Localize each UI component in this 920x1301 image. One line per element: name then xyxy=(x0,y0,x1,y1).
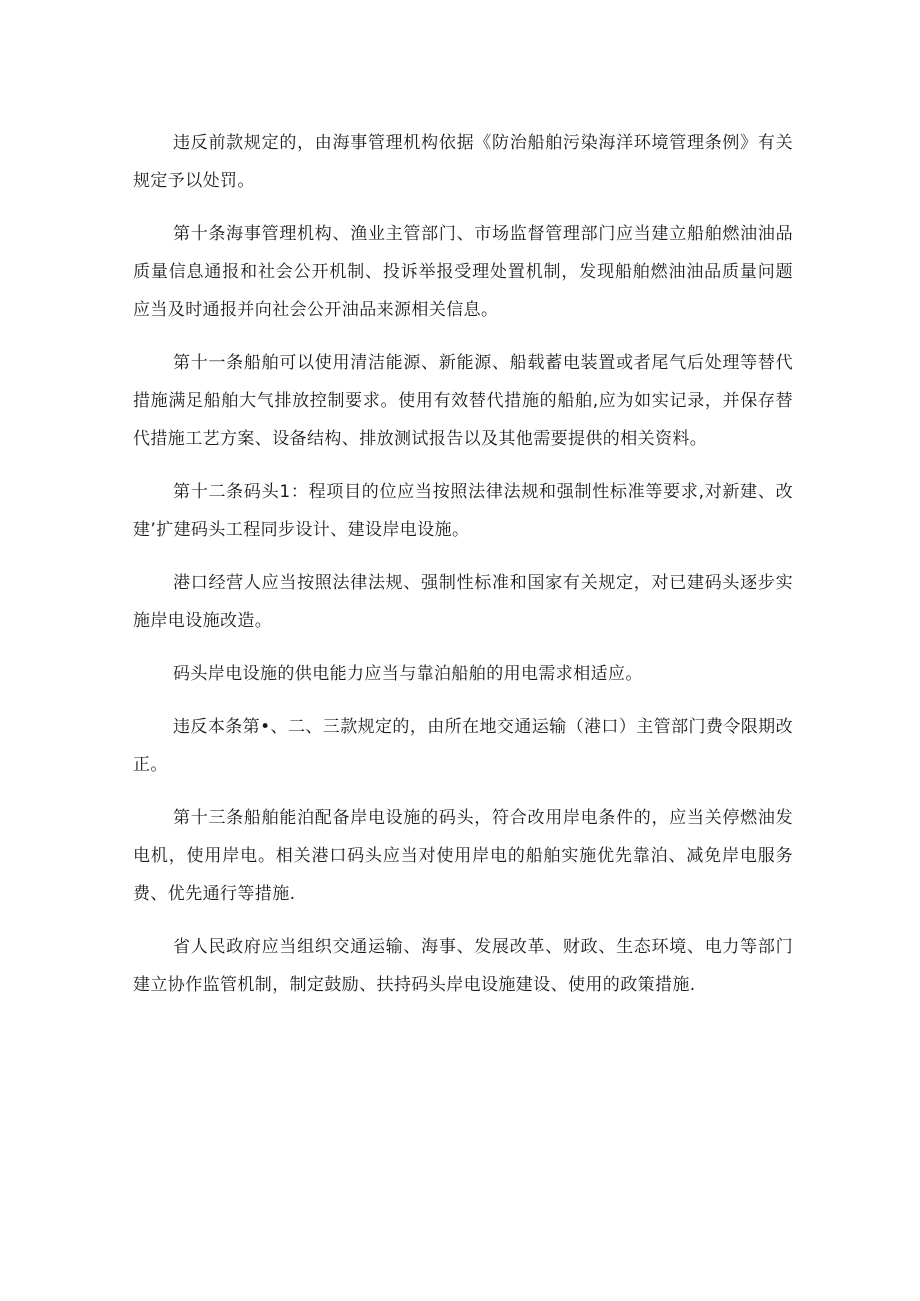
paragraph: 港口经营人应当按照法律法规、强制性标准和国家有关规定，对已建码头逐步实施岸电设施改造。 xyxy=(133,573,793,631)
document-body xyxy=(133,124,793,1019)
paragraph: 第十三条船舶能泊配备岸电设施的码头，符合改用岸电条件的，应当关停燃油发电机，使用岸电。相关港口码头应当对使用岸电的船舶实施优先靠泊、减免岸电服务费、优先通行等措施. xyxy=(133,808,793,904)
paragraph: 第十一条船舶可以使用清洁能源、新能源、船载蓄电装置或者尾气后处理等替代措施满足船舶大气排放控制要求。使用有效替代措施的船舶,应为如实记录，并保存替代措施工艺方案、设备结构、排放测试报告以及其他需要提供的相关资料。 xyxy=(133,353,793,449)
paragraph: 码头岸电设施的供电能力应当与靠泊船舶的用电需求相适应。 xyxy=(173,664,643,684)
paragraph: 第十条海事管理机构、渔业主管部门、市场监督管理部门应当建立船舶燃油油品质量信息通报和社会公开机制、投诉举报受理处置机制，发现船舶燃油油品质量问题应当及时通报并向社会公开油品来源相关信息。 xyxy=(133,224,793,320)
paragraph: 省人民政府应当组织交通运输、海事、发展改革、财政、生态环境、电力等部门建立协作监管机制，制定鼓励、扶持码头岸电设施建设、使用的政策措施. xyxy=(133,937,793,995)
paragraph: 第十二条码头1：程项目的位应当按照法律法规和强制性标准等要求,对新建、改建’扩建码头工程同步设计、建设岸电设施。 xyxy=(133,482,793,540)
paragraph: 违反前款规定的，由海事管理机构依据《防治船舶污染海洋环境管理条例》有关规定予以处罚。 xyxy=(133,133,793,191)
paragraph: 违反本条第•、二、三款规定的，由所在地交通运输（港口）主管部门费令限期改正。 xyxy=(133,717,793,775)
